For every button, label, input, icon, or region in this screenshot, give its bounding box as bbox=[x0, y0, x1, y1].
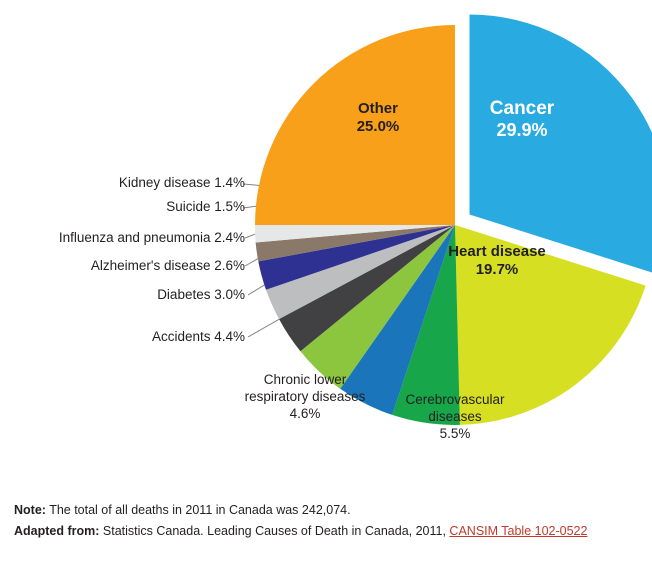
slice-label-other-name: Other bbox=[357, 100, 398, 117]
footnote-note-text: The total of all deaths in 2011 in Canada was 242,074. bbox=[45, 503, 351, 517]
slice-cancer bbox=[470, 15, 652, 276]
footnote-source-lead: Adapted from: bbox=[14, 524, 100, 539]
footnote-note bbox=[14, 500, 634, 521]
clrd-line-3: 4.6% bbox=[289, 405, 321, 421]
clrd-line-1: Chronic lower bbox=[263, 372, 347, 387]
slice-label-other-value: 25.0% bbox=[356, 117, 400, 135]
cerebro-line-2: diseases bbox=[428, 408, 482, 424]
footnote-note-lead: Note: bbox=[14, 503, 46, 517]
slice-label-heart-disease-value: 19.7% bbox=[475, 260, 519, 278]
slice-label-cancer-name: Cancer bbox=[489, 98, 555, 119]
slice-label-kidney-disease: Kidney disease 1.4% bbox=[118, 175, 245, 190]
cerebro-line-1: Cerebrovascular bbox=[405, 392, 505, 407]
pie-slices bbox=[255, 15, 652, 425]
clrd-line-2: respiratory diseases bbox=[244, 388, 366, 404]
slice-other bbox=[255, 25, 455, 225]
chart-footnotes bbox=[14, 500, 634, 543]
slice-label-alzheimers-disease: Alzheimer's disease 2.6% bbox=[90, 258, 245, 273]
slice-label-suicide: Suicide 1.5% bbox=[166, 199, 245, 214]
slice-label-heart-disease-name: Heart disease bbox=[448, 243, 546, 260]
slice-label-chronic-lower-respiratory-diseases bbox=[225, 372, 385, 423]
slice-label-cerebrovascular-diseases bbox=[385, 392, 525, 443]
cansim-table-link[interactable]: CANSIM Table 102-0522 bbox=[449, 524, 588, 539]
cerebro-line-3: 5.5% bbox=[439, 425, 471, 441]
footnote-source-text: Statistics Canada. Leading Causes of Death in Canada, 2011, bbox=[99, 524, 450, 539]
footnote-source bbox=[14, 521, 634, 542]
slice-label-cancer-value: 29.9% bbox=[496, 120, 548, 141]
slice-label-accidents: Accidents 4.4% bbox=[151, 329, 245, 344]
slice-label-diabetes: Diabetes 3.0% bbox=[157, 287, 245, 302]
slice-label-influenza-and-pneumonia: Influenza and pneumonia 2.4% bbox=[58, 230, 245, 245]
